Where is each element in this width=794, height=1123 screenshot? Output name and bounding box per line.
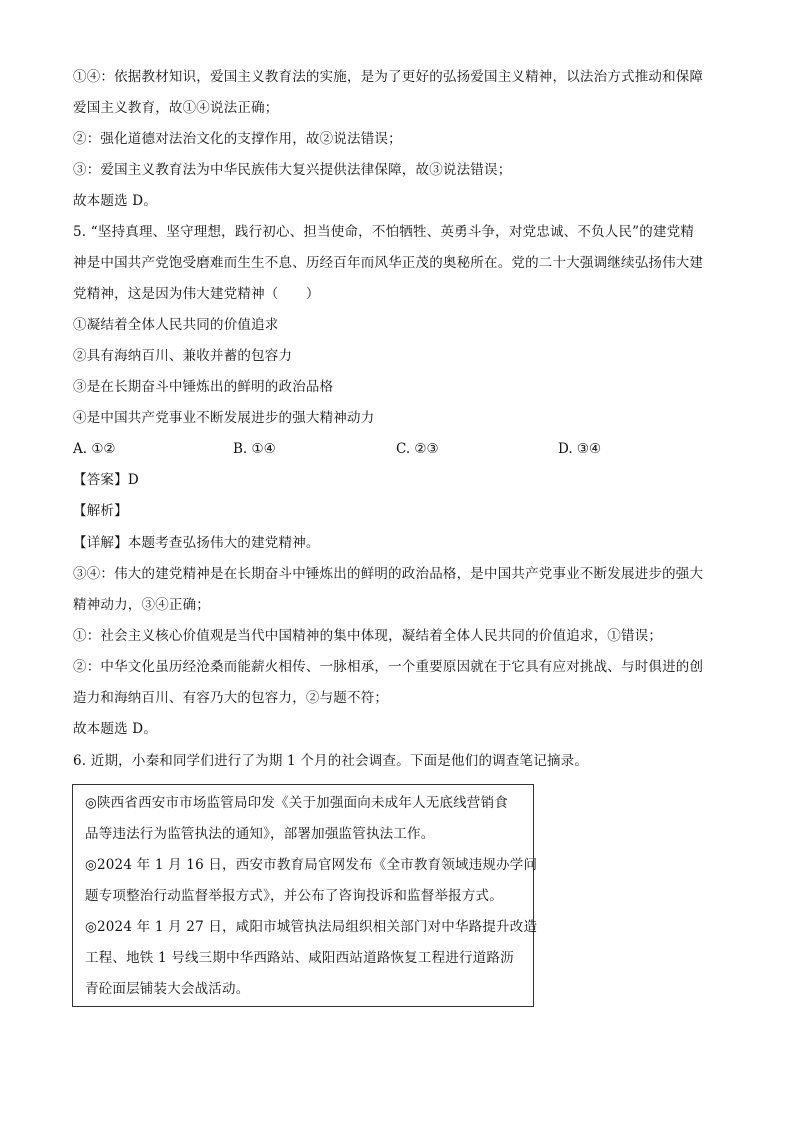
survey-note-line: 品等违法行为监管执法的通知》，部署加强监管执法工作。 — [85, 826, 435, 842]
text-line: ①④：依据教材知识，爱国主义教育法的实施，是为了更好的弘扬爱国主义精神，以法治方式推动和保障 — [73, 69, 704, 85]
question-5-stem: 神是中国共产党饱受磨难而生生不息、历经百年而风华正茂的奥秘所在。党的二十大强调继续弘扬伟大建 — [73, 255, 704, 271]
detail-tag: 【详解】 — [73, 535, 128, 551]
survey-note-line: ◎2024 年 1 月 27 日，咸阳市城管执法局组织相关部门对中华路提升改造 — [85, 919, 538, 935]
survey-note-line: 工程、地铁 1 号线三期中华西路站、咸阳西站道路恢复工程进行道路沥 — [85, 950, 514, 966]
option-c: C. ②③ — [396, 441, 439, 457]
option-d: D. ③④ — [558, 441, 602, 457]
survey-notes-box — [72, 784, 538, 1007]
question-6-stem: 6. 近期，小秦和同学们进行了为期 1 个月的社会调查。下面是他们的调查笔记摘录。 — [73, 753, 589, 769]
analysis-line: 故本题选 D。 — [73, 721, 158, 737]
analysis-line: 精神动力，③④正确； — [73, 597, 210, 613]
detail-line — [73, 533, 320, 553]
question-5-statement: ①凝结着全体人民共同的价值追求 — [73, 317, 279, 333]
survey-note-line: 题专项整治行动监督举报方式》，并公布了咨询投诉和监督举报方式。 — [85, 888, 503, 904]
question-5-statement: ③是在长期奋斗中锤炼出的鲜明的政治品格 — [73, 379, 334, 395]
analysis-line: ①：社会主义核心价值观是当代中国精神的集中体现，凝结着全体人民共同的价值追求，①错误； — [73, 628, 663, 644]
detail-text: 本题考查弘扬伟大的建党精神。 — [127, 535, 320, 551]
question-5-stem: 5. “坚持真理、坚守理想，践行初心、担当使命，不怕牺牲、英勇斗争，对党忠诚、不负人民”的建党精 — [73, 224, 695, 240]
survey-note-line: ◎陕西省西安市市场监管局印发《关于加强面向未成年人无底线营销食 — [85, 795, 508, 811]
analysis-tag: 【解析】 — [73, 503, 128, 519]
analysis-line: ③④：伟大的建党精神是在长期奋斗中锤炼出的鲜明的政治品格，是中国共产党事业不断发展进步的强大 — [73, 566, 704, 582]
answer-tag: 【答案】 — [73, 472, 128, 488]
text-line: ②：强化道德对法治文化的支撑作用，故②说法错误； — [73, 131, 402, 147]
question-5-statement: ④是中国共产党事业不断发展进步的强大精神动力 — [73, 410, 375, 426]
survey-note-line: ◎2024 年 1 月 16 日，西安市教育局官网发布《全市教育领域违规办学问 — [85, 857, 538, 873]
analysis-line: 造力和海纳百川、有容乃大的包容力，②与题不符； — [73, 690, 389, 706]
option-b: B. ①④ — [233, 441, 276, 457]
answer-value: D — [127, 472, 139, 488]
survey-note-line: 青砼面层铺装大会战活动。 — [85, 981, 250, 997]
question-5-statement: ②具有海纳百川、兼收并蓄的包容力 — [73, 348, 293, 364]
option-a: A. ①② — [73, 441, 116, 457]
answer-line — [73, 470, 139, 490]
analysis-line: ②：中华文化虽历经沧桑而能薪火相传、一脉相承，一个重要原因就在于它具有应对挑战、与时俱进的创 — [73, 659, 704, 675]
text-line: 故本题选 D。 — [73, 193, 158, 209]
text-line: 爱国主义教育，故①④说法正确； — [73, 100, 279, 116]
text-line: ③：爱国主义教育法为中华民族伟大复兴提供法律保障，故③说法错误； — [73, 162, 512, 178]
question-5-stem: 党精神，这是因为伟大建党精神（ ） — [73, 286, 320, 302]
